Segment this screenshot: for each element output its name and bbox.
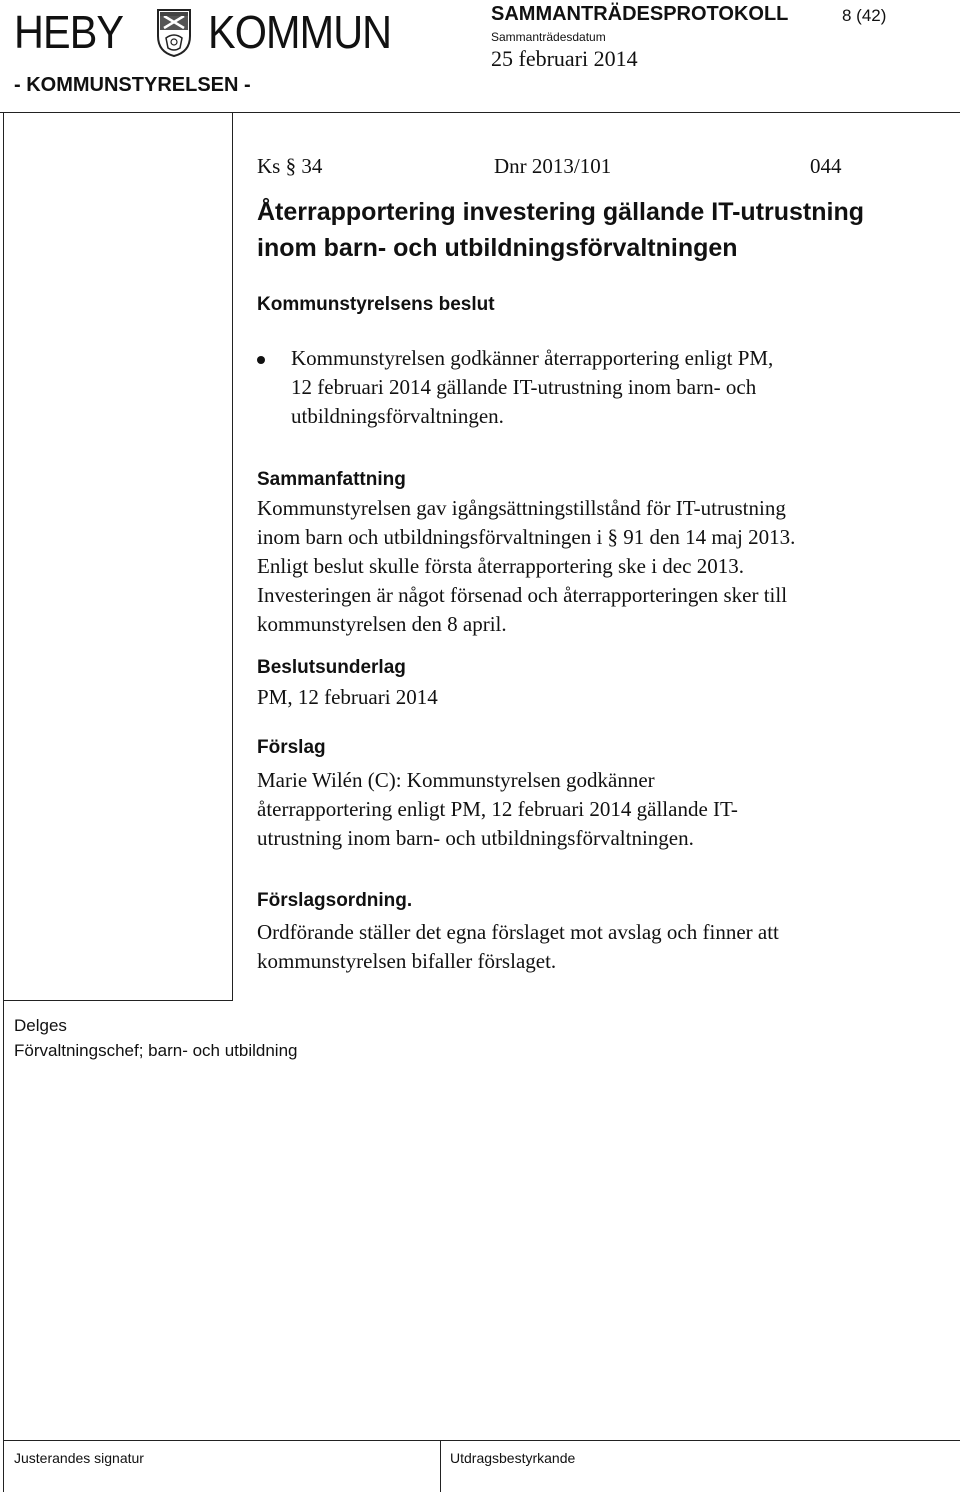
text-line: utbildningsförvaltningen. [291, 404, 504, 428]
text-line: Kommunstyrelsen gav igångsättningstillstånd för IT-utrustning [257, 496, 786, 520]
signature-label: Justerandes signatur [14, 1450, 144, 1466]
order-heading: Förslagsordning. [257, 890, 413, 911]
text-line: utrustning inom barn- och utbildningsförvaltningen. [257, 826, 694, 850]
certification-label: Utdragsbestyrkande [450, 1450, 576, 1466]
left-margin-line [3, 112, 4, 1492]
bullet-icon [257, 356, 265, 364]
text-line: kommunstyrelsen den 8 april. [257, 612, 507, 636]
distribution-recipient: Förvaltningschef; barn- och utbildning [14, 1041, 298, 1060]
summary-text [257, 494, 917, 639]
header-divider [0, 112, 960, 113]
distribution-block [14, 1013, 298, 1063]
diary-number: Dnr 2013/101 [494, 154, 612, 178]
text-line: Marie Wilén (C): Kommunstyrelsen godkänner [257, 768, 655, 792]
municipality-logo [14, 4, 412, 60]
item-title [257, 194, 917, 266]
proposal-text [257, 766, 917, 853]
text-line: Investeringen är något försenad och återrapporteringen sker till [257, 583, 788, 607]
footer-divider [3, 1440, 960, 1441]
text-line: återrapportering enligt PM, 12 februari 2014 gällande IT- [257, 797, 738, 821]
coat-of-arms-icon [154, 6, 194, 58]
order-text [257, 918, 917, 976]
text-line: kommunstyrelsen bifaller förslaget. [257, 949, 557, 973]
organization-name: - KOMMUNSTYRELSEN - [14, 74, 251, 96]
meeting-date-label: Sammanträdesdatum [491, 30, 606, 44]
basis-heading: Beslutsunderlag [257, 657, 406, 678]
text-line: Enligt beslut skulle första återrapportering ske i dec 2013. [257, 554, 744, 578]
footer-column-line [440, 1440, 441, 1492]
meeting-date: 25 februari 2014 [491, 46, 638, 71]
title-line: Återrapportering investering gällande IT-utrustning [257, 198, 865, 226]
distribution-column-line [232, 112, 233, 1000]
paragraph-number: Ks § 34 [257, 154, 323, 178]
basis-text: PM, 12 februari 2014 [257, 685, 438, 709]
summary-heading: Sammanfattning [257, 469, 406, 490]
page-number: 8 (42) [842, 6, 887, 25]
distribution-divider [3, 1000, 233, 1001]
title-line: inom barn- och utbildningsförvaltningen [257, 234, 738, 262]
document-title: SAMMANTRÄDESPROTOKOLL [491, 3, 789, 25]
text-line: 12 februari 2014 gällande IT-utrustning inom barn- och [291, 375, 757, 399]
text-line: inom barn och utbildningsförvaltningen i § 91 den 14 maj 2013. [257, 525, 796, 549]
archive-code: 044 [810, 154, 842, 178]
decision-heading: Kommunstyrelsens beslut [257, 294, 495, 315]
distribution-label: Delges [14, 1016, 67, 1035]
proposal-heading: Förslag [257, 737, 326, 758]
logo-word-heby: HEBY [14, 6, 124, 58]
logo-word-kommun: KOMMUN [208, 6, 392, 58]
text-line: Kommunstyrelsen godkänner återrapportering enligt PM, [291, 346, 774, 370]
decision-text [291, 344, 891, 431]
text-line: Ordförande ställer det egna förslaget mot avslag och finner att [257, 920, 779, 944]
